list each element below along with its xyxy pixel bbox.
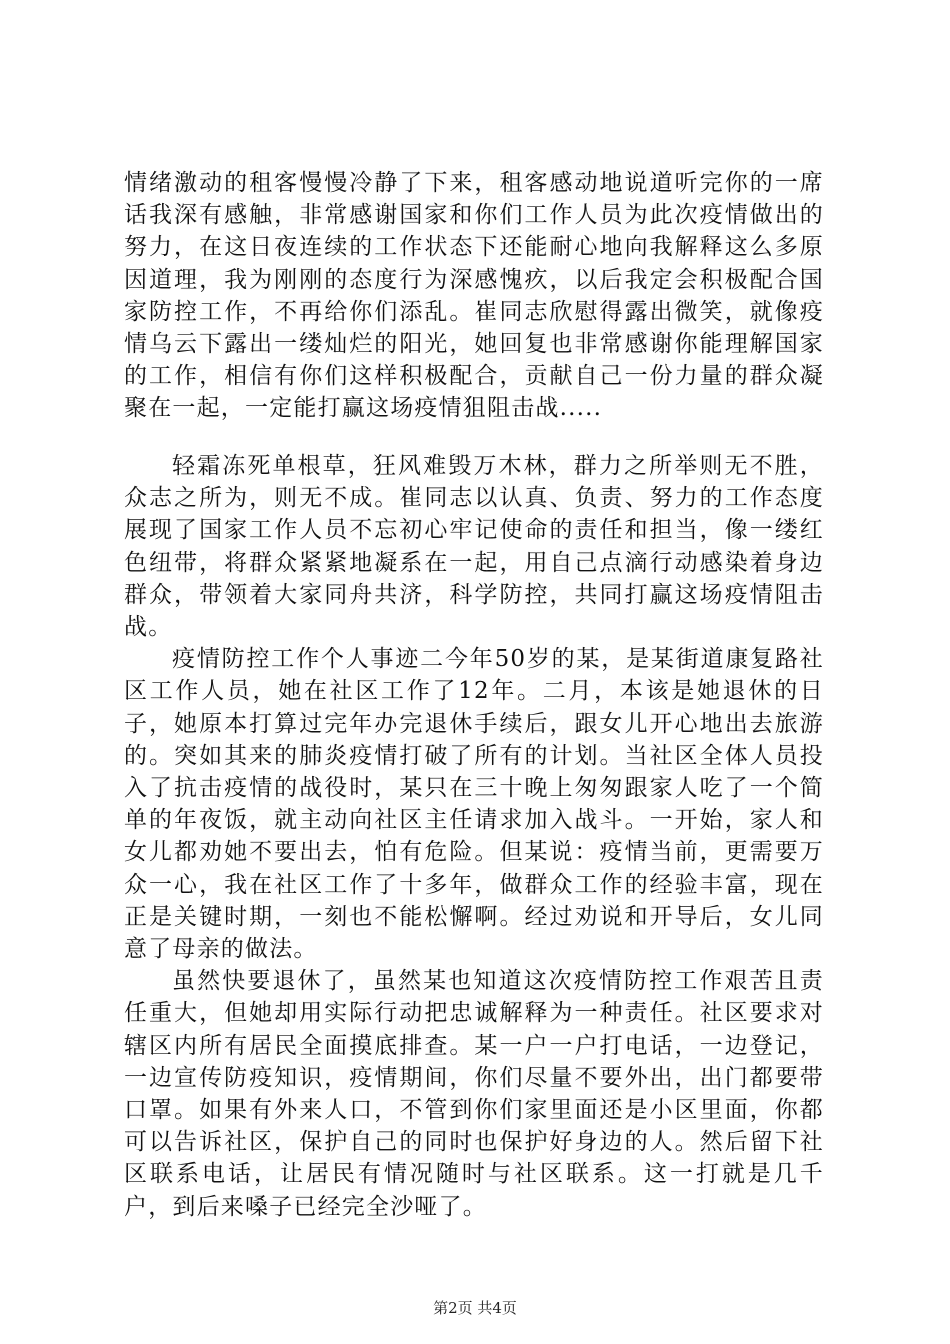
paragraph: 情绪激动的租客慢慢冷静了下来，租客感动地说道听完你的一席话我深有感触，非常感谢国家和你们工作人员为此次疫情做出的努力，在这日夜连续的工作状态下还能耐心地向我解释这么多原因道理，我为刚刚的态度行为深感愧疚，以后我定会积极配合国家防控工作，不再给你们添乱。崔同志欣慰得露出微笑，就像疫情乌云下露出一缕灿烂的阳光，她回复也非常感谢你能理解国家的工作，相信有你们这样积极配合，贡献自己一份力量的群众凝聚在一起，一定能打赢这场疫情狙阻击战..... <box>124 170 824 422</box>
paragraph: 虽然快要退休了，虽然某也知道这次疫情防控工作艰苦且责任重大，但她却用实际行动把忠诚解释为一种责任。社区要求对辖区内所有居民全面摸底排查。某一户一户打电话，一边登记，一边宣传防疫知识，疫情期间，你们尽量不要外出，出门都要带口罩。如果有外来人口，不管到你们家里面还是小区里面，你都可以告诉社区，保护自己的同时也保护好身边的人。然后留下社区联系电话，让居民有情况随时与社区联系。这一打就是几千户，到后来嗓子已经完全沙哑了。 <box>124 968 824 1220</box>
paragraph: 疫情防控工作个人事迹二今年50岁的某，是某街道康复路社区工作人员，她在社区工作了12年。二月，本该是她退休的日子，她原本打算过完年办完退休手续后，跟女儿开心地出去旅游的。突如其来的肺炎疫情打破了所有的计划。当社区全体人员投入了抗击疫情的战役时，某只在三十晚上匆匆跟家人吃了一个简单的年夜饭，就主动向社区主任请求加入战斗。一开始，家人和女儿都劝她不要出去，怕有危险。但某说：疫情当前，更需要万众一心，我在社区工作了十多年，做群众工作的经验丰富，现在正是关键时期，一刻也不能松懈啊。经过劝说和开导后，女儿同意了母亲的做法。 <box>124 646 824 963</box>
page-number: 第2页 共4页 <box>433 1299 517 1317</box>
page-footer <box>0 1297 950 1318</box>
text-block-main <box>124 450 824 1223</box>
paragraph: 轻霜冻死单根草，狂风难毁万木林，群力之所举则无不胜，众志之所为，则无不成。崔同志以认真、负责、努力的工作态度展现了国家工作人员不忘初心牢记使命的责任和担当，像一缕红色纽带，将群众紧紧地凝系在一起，用自己点滴行动感染着身边群众，带领着大家同舟共济，科学防控，共同打赢这场疫情阻击战。 <box>124 453 824 641</box>
text-block-top <box>124 167 824 425</box>
